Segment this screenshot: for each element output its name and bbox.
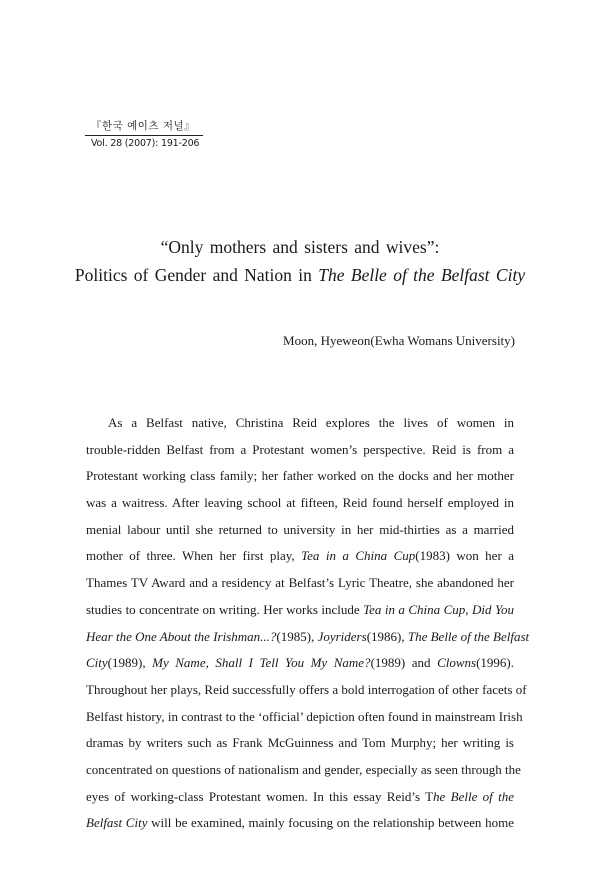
italic-text: My Name, Shall I Tell You My Name? <box>152 655 371 671</box>
article-title <box>40 233 560 289</box>
body-text: (1989), <box>107 655 153 671</box>
body-line <box>86 437 514 464</box>
italic-text: Joyriders <box>317 628 367 644</box>
italic-text: Clowns <box>437 655 477 671</box>
body-text: As a Belfast native, Christina Reid explores the lives of women in <box>108 415 514 430</box>
italic-text: Tea in a China Cup <box>301 548 416 564</box>
body-text: eyes of working-class Protestant women. In this essay Reid’s T <box>86 788 434 804</box>
body-line <box>86 624 530 651</box>
body-line <box>86 570 514 597</box>
body-text: (1983) won her a <box>415 548 514 564</box>
body-line <box>86 517 514 544</box>
body-text: (1989) and <box>370 655 438 671</box>
body-line <box>86 597 514 624</box>
italic-text: Tea in a China Cup <box>363 601 466 617</box>
body-line <box>86 463 514 490</box>
body-line <box>86 810 514 837</box>
italic-text: Belfast City <box>86 815 148 831</box>
body-text: Thames TV Award and a residency at Belfast’s Lyric Theatre, she abandoned her <box>86 575 514 591</box>
body-text: (1986), <box>366 628 408 644</box>
author-affiliation: Moon, Hyeweon(Ewha Womans University) <box>283 333 515 348</box>
body-text: concentrated on questions of nationalism and gender, especially as seen through the <box>86 761 521 777</box>
body-line <box>86 410 514 437</box>
body-text: Belfast history, in contrast to the ‘official’ depiction often found in mainstream Irish <box>86 708 523 724</box>
body-paragraph <box>86 410 530 837</box>
italic-text: Did You <box>472 601 515 617</box>
body-text: trouble-ridden Belfast from a Protestant women’s perspective. Reid is from a <box>86 441 514 457</box>
italic-text: Hear the One About the Irishman...? <box>86 628 277 644</box>
italic-text: City <box>86 655 108 671</box>
journal-name: 『한국 예이츠 저널』 <box>85 118 203 136</box>
journal-header <box>85 118 203 149</box>
body-line <box>86 704 523 731</box>
title-line-2 <box>40 261 560 289</box>
title-line-2-prefix: Politics of Gender and Nation in <box>74 265 319 285</box>
body-line <box>86 490 514 517</box>
play-title: The Belle of the Belfast City <box>318 265 526 285</box>
body-text: was a waitress. After leaving school at fifteen, Reid found herself employed in <box>86 495 514 511</box>
body-text: , <box>465 601 473 617</box>
body-text: mother of three. When her first play, <box>86 548 302 564</box>
body-line <box>86 730 514 757</box>
body-text: (1985), <box>276 628 318 644</box>
body-line <box>86 543 514 570</box>
italic-text: The Belle of the Belfast <box>407 628 530 644</box>
body-line <box>86 650 514 677</box>
title-line-1: “Only mothers and sisters and wives”: <box>160 237 440 257</box>
body-text: Throughout her plays, Reid successfully offers a bold interrogation of other facets of <box>86 681 527 697</box>
journal-volume: Vol. 28 (2007): 191-206 <box>91 138 200 149</box>
body-line <box>86 677 527 704</box>
body-line <box>86 757 521 784</box>
body-line <box>86 784 514 811</box>
body-text: (1996). <box>476 655 514 671</box>
body-text: menial labour until she returned to university in her mid-thirties as a married <box>86 521 514 537</box>
body-text: studies to concentrate on writing. Her works include <box>86 601 364 617</box>
italic-text: he Belle of the <box>433 788 515 804</box>
body-text: will be examined, mainly focusing on the relationship between home <box>147 815 514 831</box>
body-text: Protestant working class family; her father worked on the docks and her mother <box>86 468 514 484</box>
body-text: dramas by writers such as Frank McGuinness and Tom Murphy; her writing is <box>86 735 514 751</box>
